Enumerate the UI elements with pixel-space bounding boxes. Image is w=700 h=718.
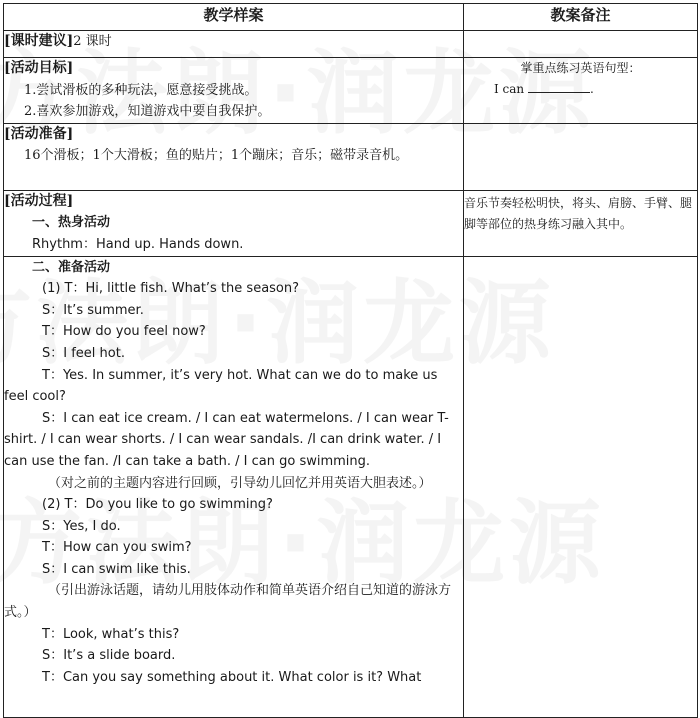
goals-label: [活动目标]	[4, 60, 74, 76]
fill-blank	[528, 80, 590, 93]
duration-label: [课时建议]	[4, 33, 74, 49]
header-lesson-plan: 教学样案	[4, 4, 464, 31]
prep-note-cell	[464, 123, 698, 190]
warmup-title: 一、热身活动	[32, 215, 111, 231]
duration-cell	[4, 31, 464, 58]
dialogue-line: S：I can eat ice cream. / I can eat watermelons. / I can wear T-shirt. / I can wear shorts. / I can wear sandals. /I can drink water. / I can use the fan. /I can take a bath. / I can go swimming.	[4, 410, 449, 469]
dialogue-line: S：It’s a slide board.	[42, 648, 176, 664]
duration-note-cell	[464, 31, 698, 58]
dialogue-line: (1) T：Hi, little fish. What’s the season?	[42, 281, 300, 297]
warmup-text: Rhythm：Hand up. Hands down.	[32, 236, 244, 252]
dialogue-line: T：How can you swim?	[42, 540, 192, 556]
process-note-cell	[464, 190, 698, 256]
process-label: [活动过程]	[4, 192, 74, 209]
goals-note-i-can: I can	[494, 82, 525, 96]
goal-item: 1.尝试滑板的多种玩法，愿意接受挑战。	[24, 82, 258, 98]
dialogue-line: (2) T：Do you like to go swimming?	[42, 497, 273, 513]
dialogue-line: S：I can swim like this.	[42, 561, 191, 577]
goals-note-cell	[464, 58, 698, 124]
dialogue-line: T：Can you say something about it. What color is it? What	[42, 669, 422, 685]
dialogue-note-cell	[464, 256, 698, 717]
dialogue-comment: （对之前的主题内容进行回顾，引导幼儿回忆并用英语大胆表述。）	[48, 475, 432, 491]
goals-note-pattern	[464, 79, 697, 100]
dialogue-line: S：It’s summer.	[42, 302, 144, 318]
header-notes: 教案备注	[464, 4, 698, 31]
lesson-plan-table	[3, 3, 698, 718]
goal-item: 2.喜欢参加游戏，知道游戏中要自我保护。	[24, 104, 271, 120]
dialogue-line: S：I feel hot.	[42, 345, 125, 361]
prep-activity-title: 二、准备活动	[32, 259, 111, 275]
dialogue-cell	[4, 256, 464, 717]
dialogue-line: T：Yes. In summer, it’s very hot. What can we do to make us feel cool?	[4, 367, 438, 405]
goals-note-line: 掌重点练习英语句型：	[520, 61, 641, 75]
duration-value: 2 课时	[73, 34, 112, 49]
dialogue-line: S：Yes, I do.	[42, 518, 121, 534]
process-cell	[4, 190, 464, 256]
dialogue-line: T：How do you feel now?	[42, 324, 206, 340]
dialogue-line: T：Look, what’s this?	[42, 626, 180, 642]
goals-cell	[4, 58, 464, 124]
dialogue-comment: （引出游泳话题，请幼儿用肢体动作和简单英语介绍自己知道的游泳方式。）	[4, 583, 452, 621]
goals-note-end: .	[590, 82, 594, 96]
process-note: 音乐节奏轻松明快，将头、肩膀、手臂、腿脚等部位的热身练习融入其中。	[464, 195, 693, 231]
prep-label: [活动准备]	[4, 125, 74, 142]
prep-cell	[4, 123, 464, 190]
prep-text: 16个滑板；1个大滑板；鱼的贴片；1个蹦床；音乐；磁带录音机。	[24, 148, 409, 164]
